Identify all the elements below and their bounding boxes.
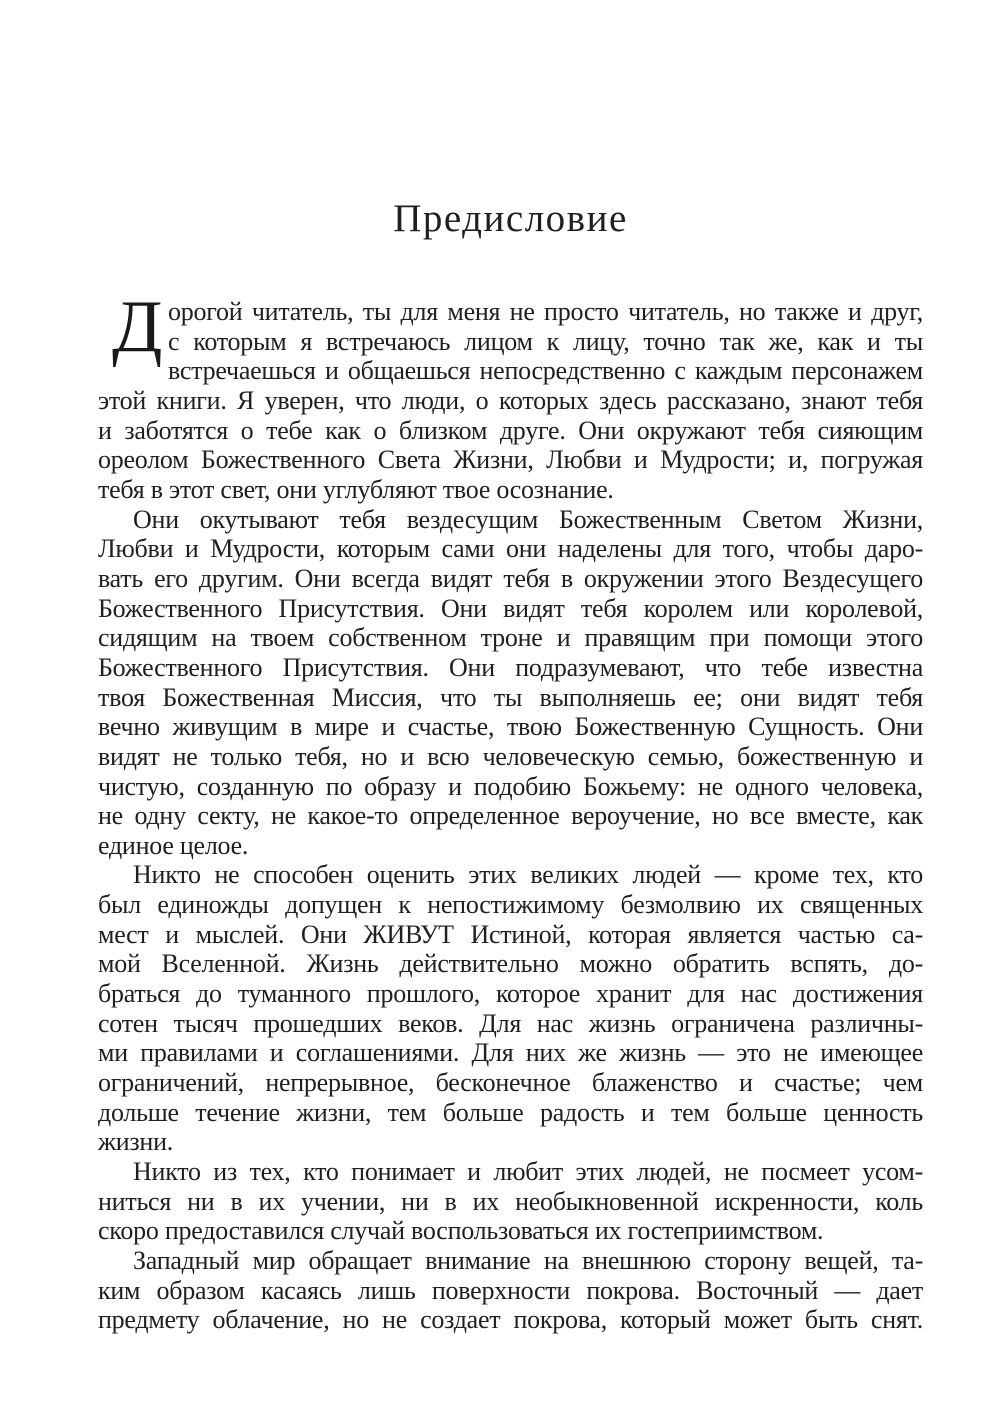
- text-line: ореолом Божественного Света Жизни, Любви и Мудрости; и, погружая: [98, 445, 923, 475]
- text-line: Никто из тех, кто понимает и любит этих людей, не посмеет усом-: [133, 1157, 923, 1187]
- text-body: [98, 286, 923, 1335]
- text-line: предмету облачение, но не создает покрова, который может быть снят.: [98, 1305, 923, 1335]
- paragraph: [98, 505, 923, 861]
- text-line: Божественного Присутствия. Они видят тебя королем или королевой,: [98, 593, 923, 623]
- paragraph: [98, 860, 923, 1157]
- text-line: этой книги. Я уверен, что люди, о которых здесь рассказано, знают тебя: [98, 385, 923, 415]
- text-line: Они окутывают тебя вездесущим Божественным Светом Жизни,: [133, 504, 923, 534]
- text-line: с которым я встречаюсь лицом к лицу, точно так же, как и ты: [168, 326, 923, 356]
- text-line: ниться ни в их учении, ни в их необыкновенной искренности, коль: [98, 1186, 923, 1216]
- text-line: вать его другим. Они всегда видят тебя в окружении этого Вездесущего: [98, 563, 923, 593]
- text-line: единое целое.: [98, 830, 249, 860]
- text-line: Никто не способен оценить этих великих людей — кроме тех, кто: [133, 860, 923, 890]
- text-line: тебя в этот свет, они углубляют твое осознание.: [98, 474, 614, 504]
- text-line: жизни.: [98, 1127, 173, 1157]
- text-line: был единожды допущен к непостижимому безмолвию их священных: [98, 890, 923, 920]
- text-line: ми правилами и соглашениями. Для них же жизнь — это не имеющее: [98, 1038, 923, 1068]
- paragraph: [98, 1157, 923, 1246]
- text-line: и заботятся о тебе как о близком друге. Они окружают тебя сияющим: [98, 415, 923, 445]
- text-line: видят не только тебя, но и всю человеческую семью, божественную и: [98, 741, 923, 771]
- text-line: дольше течение жизни, тем больше радость и тем больше ценность: [98, 1097, 923, 1127]
- drop-cap: Д: [112, 286, 163, 368]
- paragraph: [98, 286, 923, 505]
- text-line: вечно живущим в мире и счастье, твою Божественную Сущность. Они: [98, 712, 923, 742]
- text-line: сидящим на твоем собственном троне и правящим при помощи этого: [98, 623, 923, 653]
- text-line: скоро предоставился случай воспользоваться их гостеприимством.: [98, 1216, 824, 1246]
- text-line: ограничений, непрерывное, бесконечное блаженство и счастье; чем: [98, 1068, 923, 1098]
- text-line: мест и мыслей. Они ЖИВУТ Истиной, которая является частью са-: [98, 919, 923, 949]
- text-line: орогой читатель, ты для меня не просто читатель, но также и друг,: [168, 297, 923, 326]
- text-line: браться до туманного прошлого, которое хранит для нас достижения: [98, 979, 923, 1009]
- paragraph: [98, 1246, 923, 1335]
- text-line: Божественного Присутствия. Они подразумевают, что тебе известна: [98, 652, 923, 682]
- text-line: Любви и Мудрости, которым сами они наделены для того, чтобы даро-: [98, 534, 923, 564]
- text-line: не одну секту, не какое-то определенное вероучение, но все вместе, как: [98, 801, 923, 831]
- text-line: твоя Божественная Миссия, что ты выполняешь ее; они видят тебя: [98, 682, 923, 712]
- text-line: сотен тысяч прошедших веков. Для нас жизнь ограничена различны-: [98, 1008, 923, 1038]
- text-line: ким образом касаясь лишь поверхности покрова. Восточный — дает: [98, 1275, 923, 1305]
- text-line: чистую, созданную по образу и подобию Божьему: не одного человека,: [98, 771, 923, 801]
- text-line: Западный мир обращает внимание на внешнюю сторону вещей, та-: [133, 1246, 923, 1275]
- page-title: Предисловие: [393, 197, 628, 240]
- text-line: встречаешься и общаешься непосредственно с каждым персонажем: [168, 356, 923, 386]
- text-line: мой Вселенной. Жизнь действительно можно обратить вспять, до-: [98, 949, 923, 979]
